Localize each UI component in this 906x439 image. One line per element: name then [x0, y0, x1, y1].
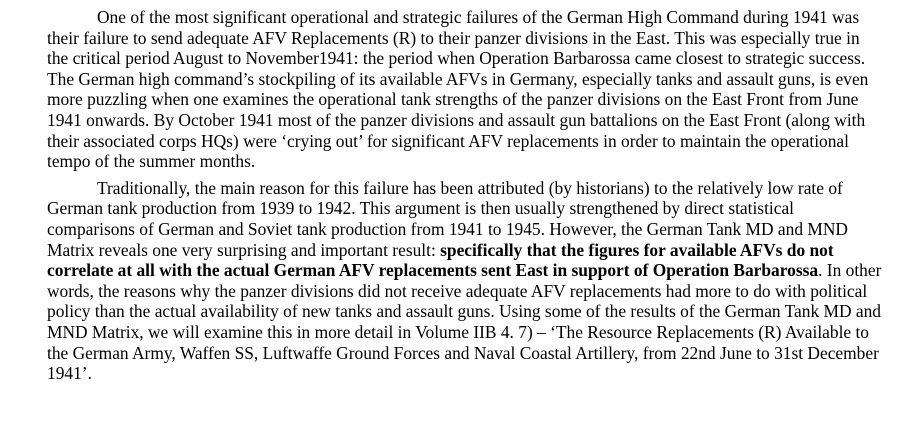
- paragraph-2-bold-emphasis: specifically that the figures for available AFVs do not correlate at all with the actual German AFV replacements sent East in support of Operation Barbarossa: [47, 239, 834, 281]
- paragraph-1: [47, 7, 882, 172]
- document-body: [47, 7, 882, 384]
- paragraph-2: [47, 178, 882, 384]
- paragraph-1-text: One of the most significant operational and strategic failures of the German High Command during 1941 was their failure to send adequate AFV Replacements (R) to their panzer divisions in the East. This was especially true in the critical period August to November1941: the period when Operation Barbarossa came closest to strategic success. The German high command’s stockpiling of its available AFVs in Germany, especially tanks and assault guns, is even more puzzling when one examines the operational tank strengths of the panzer divisions on the East Front from June 1941 onwards. By October 1941 most of the panzer divisions and assault gun battalions on the East Front (along with their associated corps HQs) were ‘crying out’ for significant AFV replacements in order to maintain the operational tempo of the summer months.: [47, 7, 869, 172]
- paragraph-2-text-start: Traditionally, the main reason for this failure has been attributed (by historians) to the relatively low rate of German tank production from 1939 to 1942. This argument is then usually strengthened by direct statistical comparisons of German and Soviet tank production from 1941 to 1945. However, the German Tank MD and MND Matrix reveals one very surprising and important result:: [47, 177, 848, 260]
- paragraph-2-text-end: . In other words, the reasons why the panzer divisions did not receive adequate AFV replacements had more to do with political policy than the actual availability of new tanks and assault guns. Using some of the results of the German Tank MD and MND Matrix, we will examine this in more detail in Volume IIB 4. 7) – ‘The Resource Replacements (R) Available to the German Army, Waffen SS, Luftwaffe Ground Forces and Naval Coastal Artillery, from 22nd June to 31st December 1941’.: [47, 260, 882, 384]
